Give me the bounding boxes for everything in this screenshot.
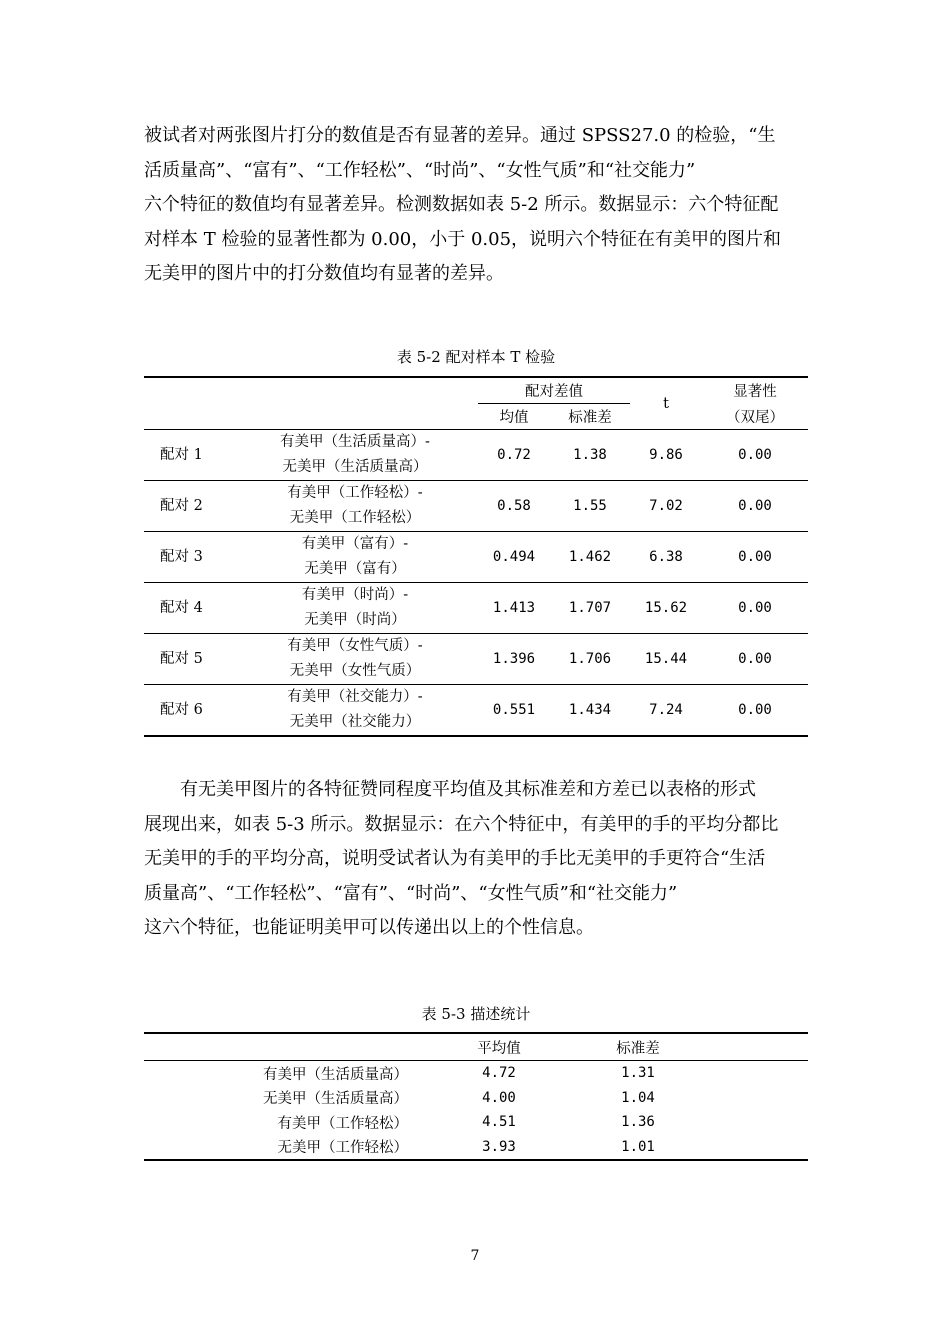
paragraph-line: 无美甲的手的平均分高，说明受试者认为有美甲的手比无美甲的手更符合“生活: [144, 848, 766, 869]
row-label: 无美甲（工作轻松）: [277, 1140, 408, 1157]
row-label: 无美甲（生活质量高）: [263, 1091, 408, 1108]
paragraph-line: 展现出来，如表 5-3 所示。数据显示：在六个特征中，有美甲的手的平均分都比: [144, 813, 779, 835]
paragraph-line: 无美甲的图片中的打分数值均有显著的差异。: [144, 263, 504, 284]
pair-item-line: 无美甲（生活质量高）: [282, 459, 428, 475]
paragraph-line: 六个特征的数值均有显著差异。检测数据如表 5-2 所示。数据显示：六个特征配: [144, 194, 779, 215]
pair-items: [232, 430, 478, 481]
table-header-row: [144, 377, 808, 404]
pair-item-line: 无美甲（社交能力）: [289, 714, 421, 730]
t-cell: 15.44: [630, 634, 702, 685]
table-row: [144, 1135, 808, 1161]
body-paragraph-2: [144, 773, 808, 946]
mean-cell: 0.551: [478, 685, 550, 737]
mean-cell: 3.93: [482, 1138, 516, 1155]
mean-cell: 1.396: [478, 634, 550, 685]
sig-cell: 0.00: [702, 532, 808, 583]
table-row: [144, 1086, 808, 1111]
pair-label: 配对 1: [144, 430, 232, 481]
table-row: [144, 1061, 808, 1086]
table-caption: 表 5-3 描述统计: [421, 1005, 531, 1023]
empty-cell: [686, 1110, 808, 1135]
t-cell: 7.24: [630, 685, 702, 737]
header-two-tailed: （双尾）: [726, 409, 784, 426]
t-cell: 7.02: [630, 481, 702, 532]
pair-item-line: 无美甲（时尚）: [304, 612, 406, 628]
table-caption: 表 5-2 配对样本 T 检验: [396, 348, 556, 366]
pair-item-line: 无美甲（女性气质）: [289, 663, 421, 679]
pair-item-line: 有美甲（工作轻松）-: [287, 485, 423, 501]
std-cell: 1.462: [550, 532, 630, 583]
row-label: 有美甲（工作轻松）: [277, 1115, 408, 1132]
mean-cell: 1.413: [478, 583, 550, 634]
std-cell: 1.36: [621, 1114, 655, 1131]
paragraph-line: 活质量高”、“富有”、“工作轻松”、“时尚”、“女性气质”和“社交能力”: [144, 159, 696, 181]
header-mean: 均值: [499, 410, 529, 426]
table-row: [144, 583, 808, 634]
mean-cell: 0.58: [478, 481, 550, 532]
sig-cell: 0.00: [702, 634, 808, 685]
pair-items: [232, 634, 478, 685]
std-cell: 1.31: [621, 1065, 655, 1082]
std-cell: 1.01: [621, 1138, 655, 1155]
header-significance: 显著性: [733, 384, 777, 401]
t-cell: 15.62: [630, 583, 702, 634]
pair-label: 配对 5: [144, 634, 232, 685]
pair-items: [232, 583, 478, 634]
sig-cell: 0.00: [702, 583, 808, 634]
pair-item-line: 有美甲（富有）-: [301, 536, 409, 552]
mean-cell: 4.00: [482, 1089, 516, 1106]
std-cell: 1.434: [550, 685, 630, 737]
pair-items: [232, 532, 478, 583]
empty-cell: [686, 1061, 808, 1086]
std-cell: 1.55: [550, 481, 630, 532]
std-cell: 1.04: [621, 1089, 655, 1106]
table-row: [144, 481, 808, 532]
t-cell: 9.86: [630, 430, 702, 481]
header-mean: 平均值: [408, 1033, 590, 1061]
header-paired-difference: 配对差值: [478, 377, 630, 404]
mean-cell: 0.494: [478, 532, 550, 583]
paired-t-test-table: [144, 376, 808, 737]
page-number: 7: [470, 1248, 480, 1264]
header-std: 标准差: [568, 410, 612, 426]
row-label: 有美甲（生活质量高）: [263, 1066, 408, 1083]
body-paragraph-1: [144, 119, 808, 292]
pair-label: 配对 3: [144, 532, 232, 583]
pair-item-line: 有美甲（女性气质）-: [287, 638, 423, 654]
std-cell: 1.706: [550, 634, 630, 685]
sig-cell: 0.00: [702, 430, 808, 481]
mean-cell: 4.72: [482, 1065, 516, 1082]
mean-cell: 0.72: [478, 430, 550, 481]
table-row: [144, 430, 808, 481]
mean-cell: 4.51: [482, 1114, 516, 1131]
std-cell: 1.707: [550, 583, 630, 634]
table-row: [144, 685, 808, 737]
sig-cell: 0.00: [702, 685, 808, 737]
paragraph-line: 这六个特征，也能证明美甲可以传递出以上的个性信息。: [144, 917, 594, 938]
table-row: [144, 1110, 808, 1135]
empty-cell: [686, 1135, 808, 1161]
table-header-row: [144, 1033, 808, 1061]
pair-items: [232, 685, 478, 737]
pair-label: 配对 2: [144, 481, 232, 532]
pair-item-line: 无美甲（工作轻松）: [289, 510, 421, 526]
descriptive-stats-table: [144, 1032, 808, 1161]
pair-label: 配对 4: [144, 583, 232, 634]
table-row: [144, 634, 808, 685]
header-t: t: [663, 395, 669, 412]
pair-items: [232, 481, 478, 532]
t-cell: 6.38: [630, 532, 702, 583]
std-cell: 1.38: [550, 430, 630, 481]
pair-item-line: 有美甲（生活质量高）-: [280, 434, 430, 450]
paragraph-line: 对样本 T 检验的显著性都为 0.00，小于 0.05，说明六个特征在有美甲的图片和: [144, 228, 782, 250]
pair-item-line: 有美甲（时尚）-: [301, 587, 409, 603]
pair-item-line: 有美甲（社交能力）-: [287, 689, 423, 705]
header-std: 标准差: [590, 1033, 686, 1061]
paragraph-line: 被试者对两张图片打分的数值是否有显著的差异。通过 SPSS27.0 的检验，“生: [144, 125, 776, 146]
sig-cell: 0.00: [702, 481, 808, 532]
pair-label: 配对 6: [144, 685, 232, 737]
pair-item-line: 无美甲（富有）: [304, 561, 406, 577]
table-row: [144, 532, 808, 583]
paragraph-line: 质量高”、“工作轻松”、“富有”、“时尚”、“女性气质”和“社交能力”: [144, 882, 678, 904]
paragraph-line: 有无美甲图片的各特征赞同程度平均值及其标准差和方差已以表格的形式: [180, 779, 756, 800]
empty-cell: [686, 1086, 808, 1111]
